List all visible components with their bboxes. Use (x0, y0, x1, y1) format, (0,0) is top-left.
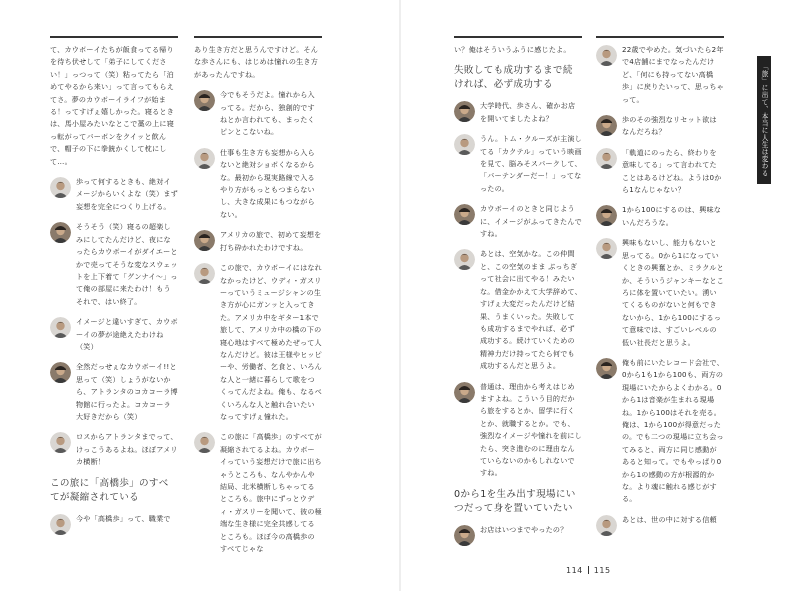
dialogue-text: お店はいつまでやったの？ (480, 524, 568, 534)
interviewer-avatar-icon (50, 317, 71, 338)
dialogue-text: 大学時代、歩さん、確かお店を開いてましたよね？ (480, 101, 576, 123)
dialogue-entry (194, 229, 322, 254)
column-rule (454, 36, 582, 38)
dialogue-text: そうそう（笑）寝るの超楽しみにしてたんだけど、夜になったらカウボーイがダイエーとかで売ってそうな変なスウェットを上下着て「グンナイ〜」って俺の部屋に来たわけ！もうそれで、はい終了。 (76, 222, 178, 306)
page-numbers (566, 566, 611, 575)
interviewer-avatar-icon (194, 148, 215, 169)
dialogue-text: て、カウボーイたちが飯食ってる帰りを待ち伏せして「弟子にしてください！」っつって（笑）粘ってたら「泊めてやるから来い」って言ってもらえてさ。夢のカウボーイライフが始まる！ってすげぇ嬉しかった。寝るときは、馬小屋みたいなとこで藁の上に寝っ転がってバーボンをクイッと飲んで、帽子の下に拳銃かくして枕にして…。 (50, 45, 174, 166)
dialogue-text: あとは、空気かな。この仲間と、この空気のまま ぶっちぎって社会に出てやる！みたいな。借金かかえて大学辞めて、すげぇ大変だったんだけど結果、うまくいった。失敗しても成功するまでやれば、必ず成功する。続けていくための精神力だけ持ってたら何でも成功するんだと思うよ。 (480, 249, 582, 371)
dialogue-text: カウボーイのときと同じように、イメージがふってきたんですね。 (480, 204, 582, 239)
column-4 (596, 36, 724, 534)
dialogue-text: あり生き方だと思うんですけど。そんな歩さんにも、はじめは憧れの生き方があったんですね。 (194, 45, 318, 79)
dialogue-entry (454, 133, 582, 195)
dialogue-text: 歩のその強烈なリセット欲はなんだろね？ (622, 115, 717, 137)
interviewer-avatar-icon (596, 148, 617, 169)
dialogue-entry (194, 147, 322, 221)
dialogue-text: この旅で、カウボーイにはなれなかったけど、ウディ・ガスリーっていうミュージシャンの生き方が心にガンッと入ってきた。アメリカ中をギター1本で旅して、アメリカ中の橋の下の寝心地はすべて極めたぜって人なんだけど。彼は王様やヒッピーや、労働者、乞食と、いろんな人と一緒に暮らして歌をつくってんだよね。俺も、なるべくいろんな人と触れ合いたいなってすげぇ憧れた。 (220, 263, 322, 421)
page-number-right: 115 (593, 566, 611, 575)
speaker-avatar-icon (596, 358, 617, 379)
continued-text (194, 44, 322, 81)
dialogue-entry (50, 221, 178, 308)
dialogue-entry (596, 514, 724, 526)
dialogue-entry (596, 114, 724, 139)
interviewer-avatar-icon (194, 263, 215, 284)
dialogue-text: あとは、世の中に対する信頼 (622, 514, 717, 524)
dialogue-entry (454, 203, 582, 240)
dialogue-entry (194, 89, 322, 139)
column-3 (454, 36, 582, 544)
dialogue-text: ロスからアトランタまでって、けっこうあるよね。ほぼアメリカ横断！ (76, 432, 178, 467)
dialogue-entry (50, 513, 178, 525)
column-rule (194, 36, 322, 38)
interviewer-avatar-icon (50, 514, 71, 535)
dialogue-text: 1から100にするのは、興味ないんだろうな。 (622, 205, 722, 227)
dialogue-text: 仕事も生き方も妄想から入らないと絶対ショボくなるからな。最初から現実路線で入るやり方がもっともつまらないし、大きな成果にもつながらない。 (220, 147, 315, 219)
dialogue-text: 俺も前にいたレコード会社で、0から1も1から100も、両方の現場にいたからよくわかる。0から1は音楽が生まれる現場ね。1から100はそれを売る。俺は、1から100が得意だったの。でも二つの現場に立ち会ってみると、両方に同じ感動があると知って。でもやっぱり0から1の感動の方が根源的かな。より魂に触れる感じがする。 (622, 357, 724, 504)
column-rule (50, 36, 178, 38)
dialogue-text: 今や「高橋歩」って、職業で (76, 513, 171, 523)
dialogue-text: い？俺はそういうふうに感じたよ。 (454, 45, 571, 54)
dialogue-entry (596, 357, 724, 506)
column-rule (596, 36, 724, 38)
section-heading: この旅に「高橋歩」のすべてが凝縮されている (50, 477, 169, 503)
dialogue-entry (50, 176, 178, 213)
dialogue-entry (596, 147, 724, 197)
dialogue-text: 今でもそうだよ。憧れから入ってる。だから、独創的ですねとか言われても、まったくピンとこないね。 (220, 90, 315, 137)
dialogue-entry (596, 44, 724, 106)
column-1 (50, 36, 178, 533)
continued-text (454, 44, 582, 56)
chapter-side-label: 「旅」に出て、本当に人生は変わるのか？ (757, 56, 771, 184)
dialogue-text: 22歳でやめた。気づいたら2年で4店舗にまでなったんだけど、「何にも持ってない高橋歩」に戻りたいって、思っちゃって。 (622, 45, 724, 104)
dialogue-text: うん。トム・クルーズが主演してる「カクテル」っていう映画を見て、脳みそスパークして、「バーテンダーだー！」ってなったの。 (480, 134, 582, 193)
dialogue-text: 歩って何するときも、絶対イメージからいくよな（笑）まず妄想を完全につくり上げる。 (76, 177, 178, 211)
interviewer-avatar-icon (50, 177, 71, 198)
section-heading: 0から1を生み出す現場にいつだって身を置いていたい (454, 488, 576, 514)
dialogue-text: イメージと違いすぎて、カウボーイの夢が途絶えたわけね（笑） (76, 317, 178, 351)
dialogue-entry (50, 361, 178, 423)
dialogue-entry (454, 248, 582, 372)
column-2 (194, 36, 322, 563)
dialogue-entry (454, 524, 582, 536)
section-heading: 失敗しても成功するまで続ければ、必ず成功する (454, 65, 573, 91)
dialogue-text: アメリカの旅で、初めて妄想を打ち砕かれたわけですね。 (220, 230, 322, 252)
dialogue-entry (596, 204, 724, 229)
speaker-avatar-icon (596, 115, 617, 136)
dialogue-text: 普通は、理由から考えはじめますよね。こういう目的だから旅をするとか、留学に行くとか、就職するとか。でも、強烈なイメージや憧れを前にしたら、突き進むのに理由なんていらないのかもしれないですね。 (480, 381, 582, 478)
interviewer-avatar-icon (596, 515, 617, 536)
dialogue-entry (596, 237, 724, 349)
dialogue-entry (454, 100, 582, 125)
dialogue-entry (194, 262, 322, 423)
dialogue-entry (50, 431, 178, 468)
speaker-avatar-icon (454, 382, 475, 403)
interviewer-avatar-icon (596, 45, 617, 66)
dialogue-entry (454, 381, 582, 480)
dialogue-text: 興味もないし、能力もないと思ってる。0から1になっていくときの興奮とか、ミラクルとか、そういうジャンキーなところに体を置いていたい。湧いてくるものがないと何もできないから、1から100にするって意味では、すごいレベルの低い社長だと思うよ。 (622, 238, 724, 347)
speaker-avatar-icon (454, 525, 475, 546)
folio-separator (588, 566, 589, 574)
dialogue-text: 「軌道にのったら、終わりを意味してる」って言われてたことはあるけどね。ようは0から1なんじゃない？ (622, 147, 722, 195)
dialogue-text: この旅に「高橋歩」のすべてが凝縮されてるよね。カウボーイっていう妄想だけで旅に出ちゃうところも、なんやかんや結局、北米横断しちゃってるところも。旅中にずっとウディ・ガスリーを聞いて、彼の極端な生き様に完全共感してるところも。ほぼ今の高橋歩のすべてじゃな (220, 432, 322, 554)
page-number-left: 114 (566, 566, 583, 575)
dialogue-entry (50, 316, 178, 353)
continued-text (50, 44, 178, 168)
dialogue-entry (194, 431, 322, 555)
dialogue-text: 全然だっせぇなカウボーイ!!と思って（笑）しょうがないから、アトランタのコカコーラ博物館に行ったよ。コカコーラ大好きだから（笑） (76, 362, 178, 421)
